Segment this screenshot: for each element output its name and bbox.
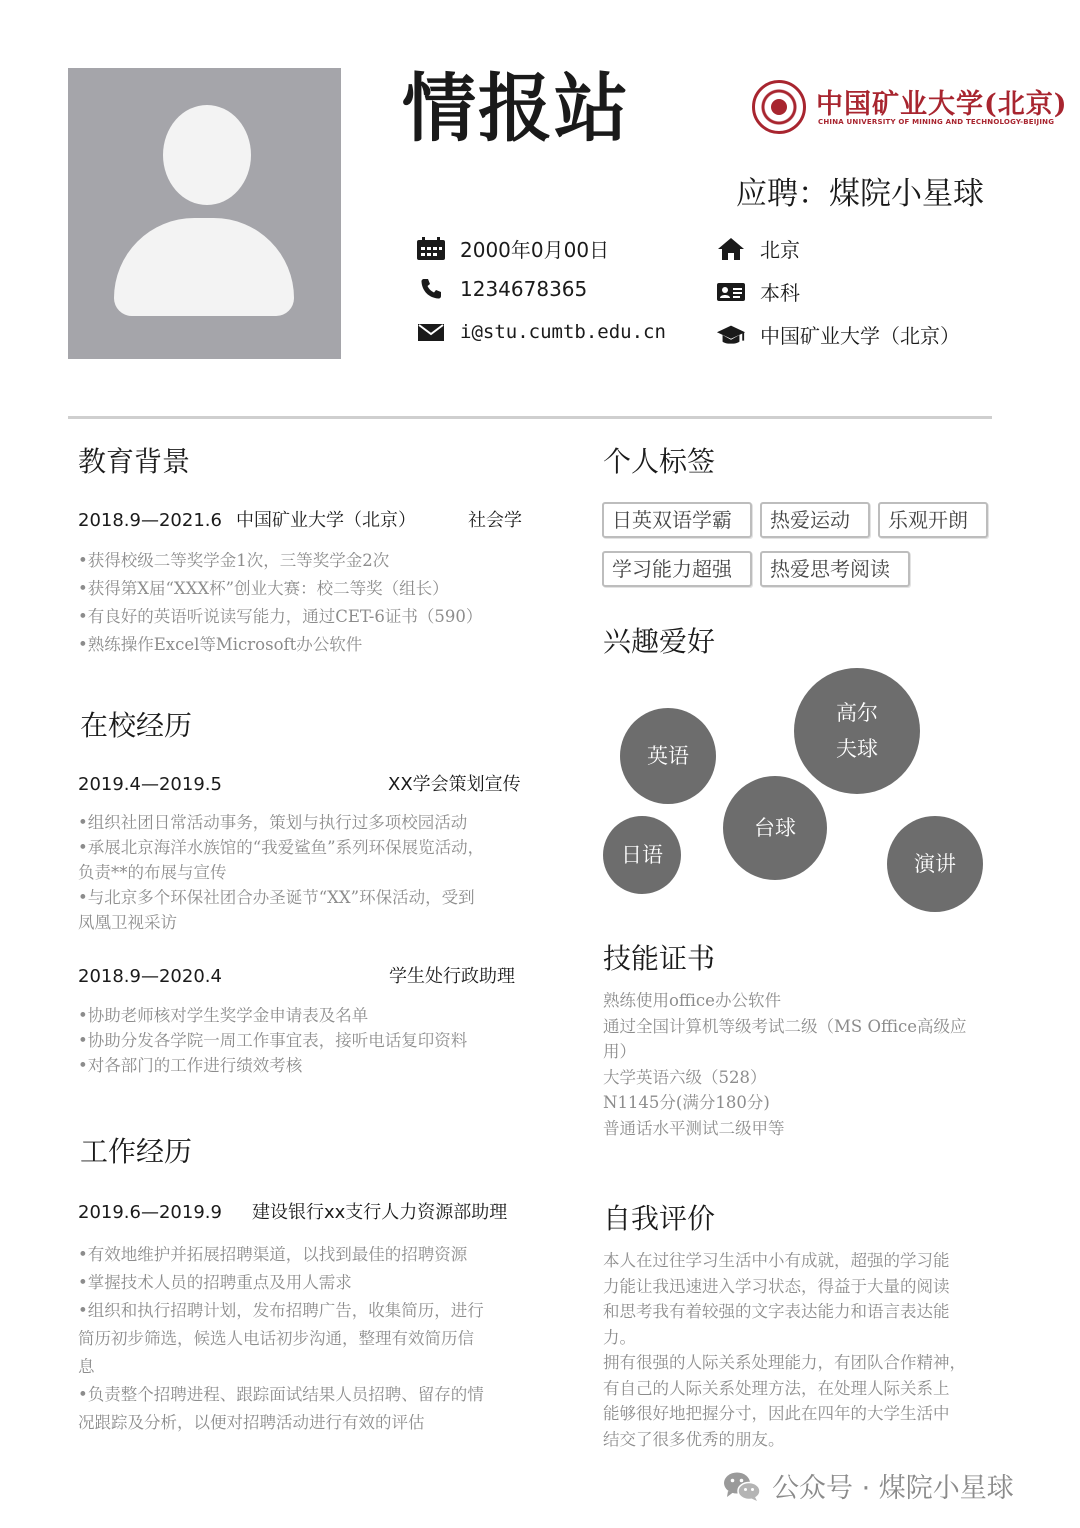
work-period: 2019.6—2019.9 — [78, 1202, 222, 1223]
tag-item: 热爱思考阅读 — [760, 551, 910, 587]
campus-title: 在校经历 — [80, 709, 193, 742]
list-item: •有效地维护并拓展招聘渠道，以找到最佳的招聘资源 — [78, 1245, 468, 1264]
id-card-icon — [716, 280, 746, 304]
list-item: 凤凰卫视采访 — [78, 913, 177, 932]
wechat-icon — [722, 1470, 762, 1502]
self-eval-lines — [603, 1248, 1003, 1452]
list-item: 普通话水平测试二级甲等 — [603, 1118, 785, 1138]
list-item: •组织社团日常活动事务，策划与执行过多项校园活动 — [78, 813, 468, 832]
footer-watermark — [722, 1466, 1014, 1505]
info-degree — [716, 277, 800, 306]
list-item: •熟练操作Excel等Microsoft办公软件 — [78, 635, 363, 654]
list-item: 力能让我迅速进入学习状态，得益于大量的阅读 — [603, 1276, 950, 1296]
education-school: 中国矿业大学（北京） — [236, 510, 416, 531]
list-item: •获得校级二等奖学金1次，三等奖学金2次 — [78, 551, 390, 570]
tag-item: 学习能力超强 — [602, 551, 752, 587]
skills-lines — [603, 988, 1003, 1141]
list-item: •协助分发各学院一周工作事宜表，接听电话复印资料 — [78, 1031, 468, 1050]
list-item: 负责**的布展与宣传 — [78, 863, 227, 882]
campus-period-1: 2019.4—2019.5 — [78, 774, 222, 795]
graduation-cap-icon — [716, 323, 746, 347]
tag-item: 乐观开朗 — [878, 502, 988, 538]
email-text: i@stu.cumtb.edu.cn — [460, 321, 666, 343]
list-item: 和思考我有着较强的文字表达能力和语言表达能 — [603, 1302, 950, 1321]
skills-title: 技能证书 — [603, 942, 716, 975]
list-item: •协助老师核对学生奖学金申请表及名单 — [78, 1006, 369, 1025]
logo-en-text: CHINA UNIVERSITY OF MINING AND TECHNOLOGY-BEIJING — [818, 118, 1055, 126]
self-eval-title: 自我评价 — [603, 1202, 716, 1235]
list-item: 通过全国计算机等级考试二级（MS Office高级应 — [603, 1016, 967, 1036]
logo-cn-text: 中国矿业大学(北京) — [816, 89, 1068, 120]
calendar-icon — [416, 237, 446, 261]
phone-text: 1234678365 — [460, 277, 588, 301]
hobby-bubble-english: 英语 — [620, 708, 716, 804]
list-item: •负责整个招聘进程、跟踪面试结果人员招聘、留存的情 — [78, 1385, 484, 1404]
tag-item: 热爱运动 — [760, 502, 870, 538]
candidate-name: 情报站 — [402, 66, 630, 152]
education-bullets — [78, 547, 482, 659]
campus-role-1: XX学会策划宣传 — [388, 774, 521, 795]
list-item: •获得第X届“XXX杯”创业大赛：校二等奖（组长） — [78, 579, 449, 598]
list-item: •承展北京海洋水族馆的“我爱鲨鱼”系列环保展览活动， — [78, 838, 485, 857]
list-item: •有良好的英语听说读写能力，通过CET-6证书（590） — [78, 607, 483, 626]
list-item: 况跟踪及分析，以便对招聘活动进行有效的评估 — [78, 1413, 425, 1432]
list-item: 简历初步筛选，候选人电话初步沟通，整理有效简历信 — [78, 1329, 474, 1348]
list-item: 能够很好地把握分寸，因此在四年的大学生活中 — [603, 1404, 950, 1423]
hobby-bubble-golf — [794, 668, 920, 794]
footer-text: 公众号 · 煤院小星球 — [772, 1473, 1014, 1504]
list-item: •与北京多个环保社团合办圣诞节“XX”环保活动，受到 — [78, 888, 475, 907]
list-item: 息 — [78, 1357, 95, 1376]
campus-role-2: 学生处行政助理 — [389, 966, 515, 987]
education-period: 2018.9—2021.6 — [78, 510, 222, 531]
campus-period-2: 2018.9—2020.4 — [78, 966, 222, 987]
list-item: 结交了很多优秀的朋友。 — [603, 1429, 785, 1449]
list-item: 力。 — [603, 1327, 636, 1347]
list-item: 大学英语六级（528） — [603, 1067, 767, 1087]
university-seal-icon — [752, 80, 806, 134]
university-logo — [752, 80, 1068, 136]
home-icon — [716, 237, 746, 261]
hobby-golf-line2: 夫球 — [836, 737, 878, 761]
avatar-photo — [68, 68, 341, 359]
list-item: N1145分(满分180分) — [603, 1093, 770, 1112]
list-item: 本人在过往学习生活中小有成就，超强的学习能 — [603, 1251, 950, 1270]
education-title: 教育背景 — [78, 445, 191, 478]
education-major: 社会学 — [468, 510, 522, 531]
birth-text: 2000年0月00日 — [460, 238, 610, 262]
mail-icon — [416, 320, 446, 344]
info-city — [716, 234, 800, 263]
city-text: 北京 — [760, 238, 800, 262]
campus-lines-1 — [78, 810, 484, 935]
phone-icon — [416, 277, 446, 301]
info-birth — [416, 234, 609, 263]
list-item: •组织和执行招聘计划，发布招聘广告，收集简历，进行 — [78, 1301, 484, 1320]
list-item: 有自己的人际关系处理方法，在处理人际关系上 — [603, 1378, 950, 1398]
work-role: 建设银行xx支行人力资源部助理 — [252, 1202, 508, 1223]
hobbies-title: 兴趣爱好 — [603, 625, 716, 658]
hobby-bubble-billiards: 台球 — [723, 776, 827, 880]
header-divider — [68, 416, 992, 419]
list-item: 熟练使用office办公软件 — [603, 991, 781, 1010]
campus-lines-2 — [78, 1003, 467, 1078]
apply-position: 应聘：煤院小星球 — [736, 176, 984, 212]
degree-text: 本科 — [760, 281, 800, 305]
list-item: 拥有很强的人际关系处理能力，有团队合作精神， — [603, 1353, 966, 1372]
hobby-bubble-japanese: 日语 — [603, 816, 681, 894]
info-email — [416, 320, 666, 344]
list-item: •对各部门的工作进行绩效考核 — [78, 1056, 303, 1075]
list-item: 用） — [603, 1042, 636, 1061]
school-text: 中国矿业大学（北京） — [760, 324, 960, 348]
tags-title: 个人标签 — [603, 445, 716, 478]
info-school — [716, 320, 960, 349]
work-lines — [78, 1241, 484, 1437]
hobby-bubble-speech: 演讲 — [887, 816, 983, 912]
work-title: 工作经历 — [80, 1135, 193, 1168]
info-phone — [416, 277, 587, 301]
tag-item: 日英双语学霸 — [602, 502, 752, 538]
avatar-body — [114, 218, 294, 316]
list-item: •掌握技术人员的招聘重点及用人需求 — [78, 1273, 352, 1292]
avatar-head — [163, 105, 251, 205]
hobby-golf-line1: 高尔 — [836, 701, 878, 725]
